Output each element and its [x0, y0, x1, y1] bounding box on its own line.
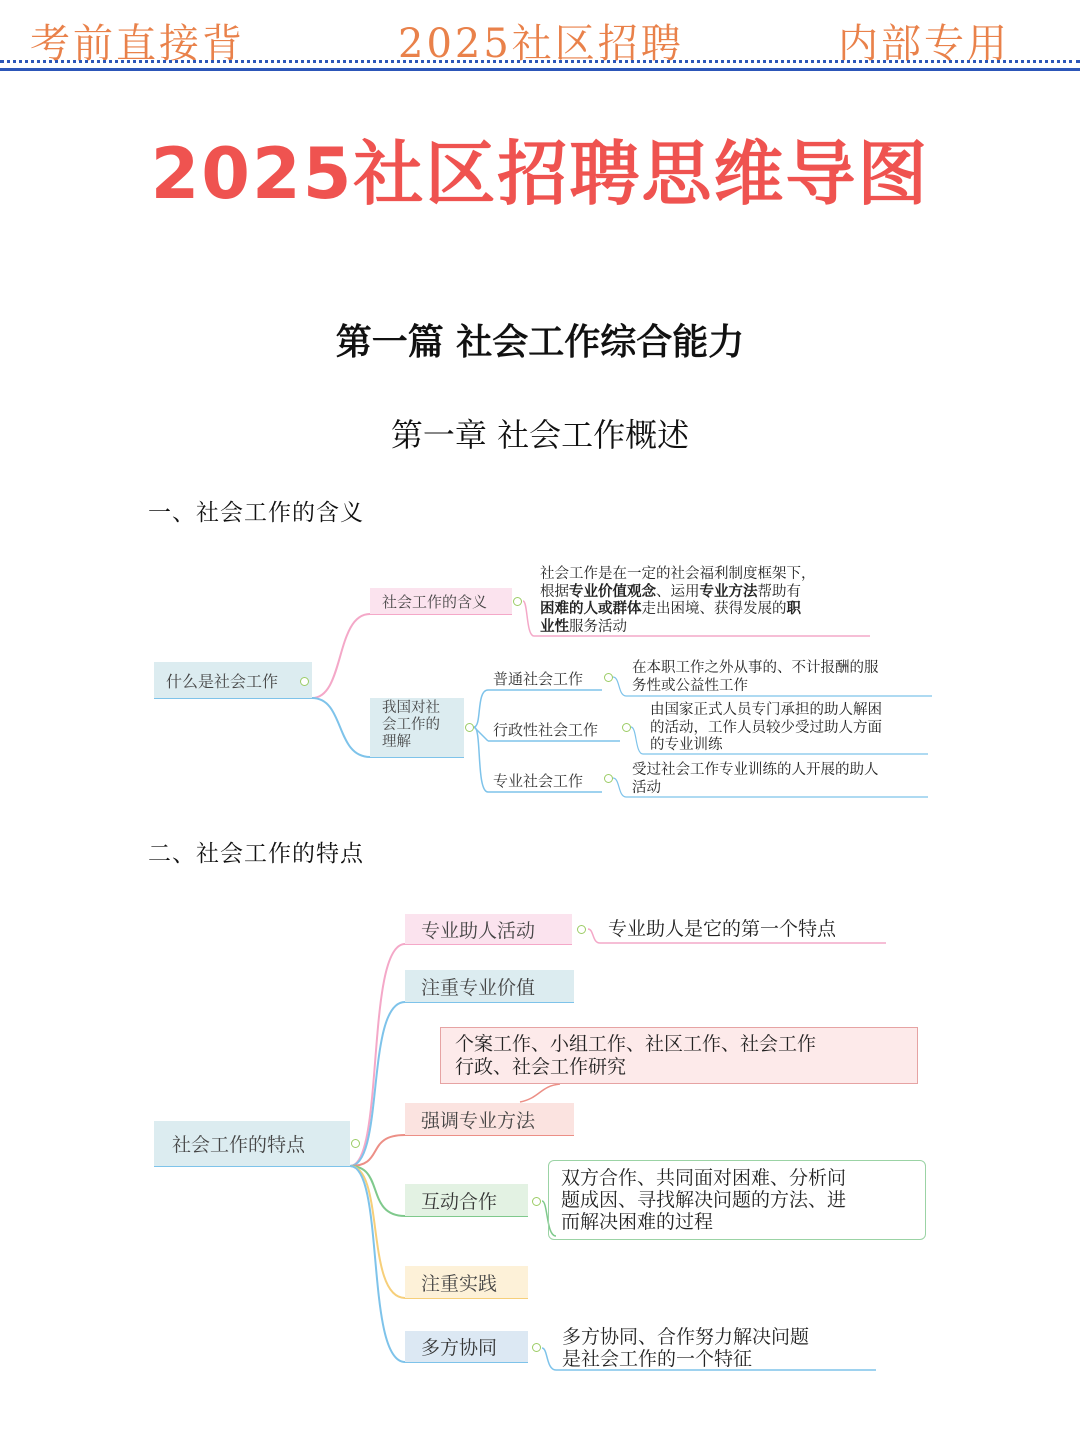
header-left: 考前直接背	[30, 21, 245, 67]
collapse-toggle-icon[interactable]	[532, 1197, 541, 1206]
professional-help-desc: 专业助人是它的第一个特点	[608, 918, 837, 940]
collapse-toggle-icon[interactable]	[532, 1343, 541, 1352]
collapse-toggle-icon[interactable]	[604, 774, 613, 783]
section2-heading: 二、社会工作的特点	[148, 841, 364, 867]
collapse-toggle-icon[interactable]	[622, 723, 631, 732]
node-professional-social-work[interactable]: 专业社会工作	[493, 771, 584, 790]
node-interactive-cooperation[interactable]: 互动合作	[405, 1184, 528, 1216]
node-ordinary-social-work[interactable]: 普通社会工作	[493, 669, 584, 688]
collapse-toggle-icon[interactable]	[513, 597, 522, 606]
part-title: 第一篇 社会工作综合能力	[335, 322, 745, 363]
header-right: 内部专用	[838, 21, 1010, 67]
node-china-understanding[interactable]: 我国对社 会工作的 理解	[370, 698, 464, 757]
mindmap-root-what-is-social-work[interactable]	[154, 662, 312, 698]
mindmap-root-features[interactable]: 社会工作的特点	[154, 1121, 350, 1166]
professional-methods-desc: 个案工作、小组工作、社区工作、社会工作 行政、社会工作研究	[440, 1027, 918, 1084]
chapter-title: 第一章 社会工作概述	[390, 416, 690, 454]
collapse-toggle-icon[interactable]	[465, 723, 474, 732]
node-professional-values[interactable]: 注重专业价值	[405, 970, 574, 1002]
header-center: 2025社区招聘	[398, 21, 684, 67]
administrative-social-work-desc: 由国家正式人员专门承担的助人解困 的活动，工作人员较少受过助人方面 的专业训练	[650, 702, 882, 753]
collapse-toggle-icon[interactable]	[604, 673, 613, 682]
node-multi-party-collaboration[interactable]: 多方协同	[405, 1331, 528, 1362]
node-administrative-social-work[interactable]: 行政性社会工作	[493, 720, 599, 739]
section1-heading: 一、社会工作的含义	[148, 500, 364, 526]
node-emphasize-practice[interactable]: 注重实践	[405, 1266, 528, 1298]
page-title: 2025社区招聘思维导图	[150, 133, 930, 215]
node-professional-help[interactable]: 专业助人活动	[405, 914, 572, 944]
interactive-cooperation-desc: 双方合作、共同面对困难、分析问 题成因、寻找解决问题的方法、进 而解决困难的过程	[548, 1160, 926, 1240]
root-label: 什么是社会工作	[166, 671, 279, 691]
meaning-definition-text: 社会工作是在一定的社会福利制度框架下， 根据专业价值观念、运用专业方法帮助有 困难的人或群体走出困境、获得发展的职 业性服务活动	[540, 566, 816, 635]
node-meaning[interactable]	[370, 588, 512, 614]
collapse-toggle-icon[interactable]	[351, 1139, 360, 1148]
collapse-toggle-icon[interactable]	[577, 925, 586, 934]
collapse-toggle-icon[interactable]	[300, 677, 309, 686]
multi-party-collaboration-desc: 多方协同、合作努力解决问题 是社会工作的一个特征	[562, 1326, 810, 1370]
node-professional-methods[interactable]: 强调专业方法	[405, 1103, 574, 1135]
ordinary-social-work-desc: 在本职工作之外从事的、不计报酬的服 务性或公益性工作	[632, 660, 879, 694]
meaning-label: 社会工作的含义	[382, 592, 488, 611]
professional-social-work-desc: 受过社会工作专业训练的人开展的助人 活动	[632, 762, 879, 796]
